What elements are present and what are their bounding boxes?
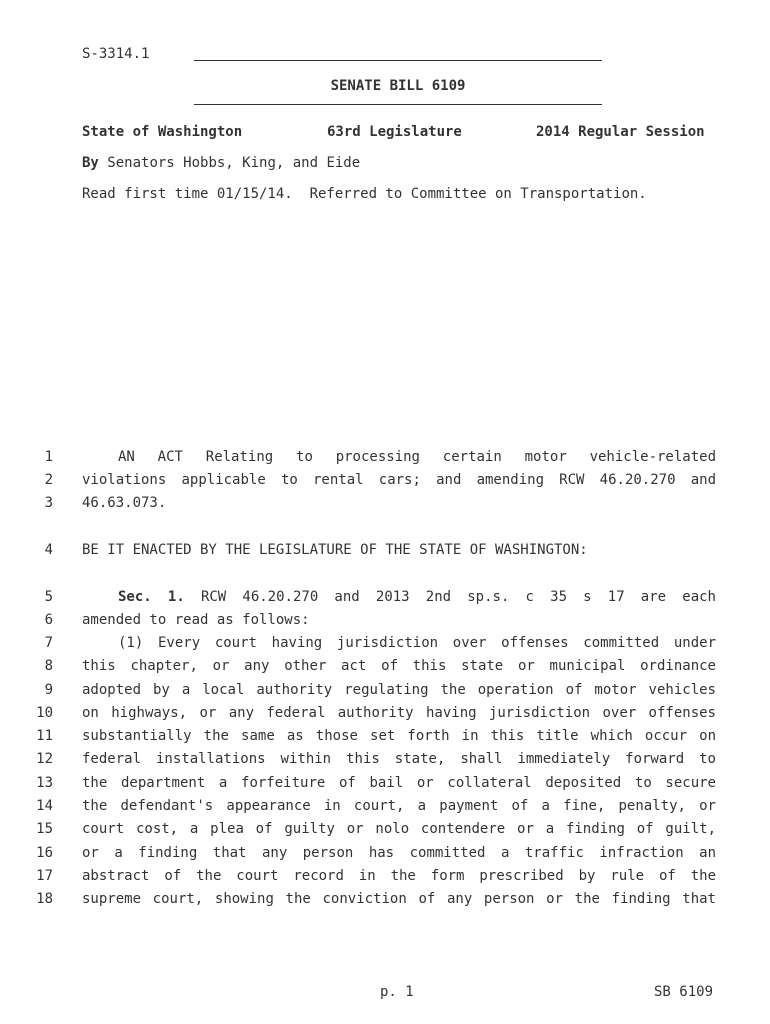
body-line: abstract of the court record in the form prescribed by rule of the xyxy=(82,868,716,884)
sponsors-line xyxy=(82,155,360,171)
legislature: 63rd Legislature xyxy=(327,124,462,140)
line-number: 11 xyxy=(36,728,53,744)
bill-code: S-3314.1 xyxy=(82,46,150,62)
sponsors: Senators Hobbs, King, and Eide xyxy=(107,155,361,171)
body-line: supreme court, showing the conviction of any person or the finding that xyxy=(82,891,716,907)
act-title-line: 46.63.073. xyxy=(82,495,167,511)
line-number: 1 xyxy=(44,449,53,465)
line-number: 16 xyxy=(36,845,53,861)
line-number: 3 xyxy=(44,495,53,511)
line-number: 13 xyxy=(36,775,53,791)
bill-reference: SB 6109 xyxy=(654,984,714,1000)
body-line: (1) Every court having jurisdiction over offenses committed under xyxy=(118,635,716,651)
line-number: 9 xyxy=(44,682,53,698)
line-number: 14 xyxy=(36,798,53,814)
body-line: substantially the same as those set forth in this title which occur on xyxy=(82,728,716,744)
line-number: 17 xyxy=(36,868,53,884)
line-number: 7 xyxy=(44,635,53,651)
session: 2014 Regular Session xyxy=(536,124,705,140)
body-line: the department a forfeiture of bail or collateral deposited to secure xyxy=(82,775,716,791)
body-line: the defendant's appearance in court, a payment of a fine, penalty, or xyxy=(82,798,716,814)
bottom-rule xyxy=(194,104,602,105)
line-number: 2 xyxy=(44,472,53,488)
top-rule xyxy=(194,60,602,61)
line-number: 5 xyxy=(44,589,53,605)
enacting-clause: BE IT ENACTED BY THE LEGISLATURE OF THE STATE OF WASHINGTON: xyxy=(82,542,588,558)
section-label: Sec. 1. xyxy=(118,589,185,605)
line-number: 6 xyxy=(44,612,53,628)
bill-title: SENATE BILL 6109 xyxy=(330,78,466,94)
state-name: State of Washington xyxy=(82,124,243,140)
body-line: federal installations within this state, shall immediately forward to xyxy=(82,751,716,767)
sponsors-by: By xyxy=(82,155,99,171)
line-number: 18 xyxy=(36,891,53,907)
line-number: 4 xyxy=(44,542,53,558)
line-number: 15 xyxy=(36,821,53,837)
act-title-line: violations applicable to rental cars; and amending RCW 46.20.270 and xyxy=(82,472,716,488)
read-first-time: Read first time 01/15/14. Referred to Committee on Transportation. xyxy=(82,186,647,202)
section-heading-line xyxy=(82,589,716,605)
line-number: 12 xyxy=(36,751,53,767)
body-line: this chapter, or any other act of this state or municipal ordinance xyxy=(82,658,716,674)
body-line: court cost, a plea of guilty or nolo contendere or a finding of guilt, xyxy=(82,821,716,837)
act-title-line: AN ACT Relating to processing certain motor vehicle-related xyxy=(118,449,716,465)
body-line: on highways, or any federal authority having jurisdiction over offenses xyxy=(82,705,716,721)
page-number: p. 1 xyxy=(380,984,414,1000)
body-line: adopted by a local authority regulating the operation of motor vehicles xyxy=(82,682,716,698)
body-line: or a finding that any person has committed a traffic infraction an xyxy=(82,845,716,861)
section-text: RCW 46.20.270 and 2013 2nd sp.s. c 35 s 17 are each xyxy=(200,589,716,605)
line-number: 8 xyxy=(44,658,53,674)
line-number: 10 xyxy=(36,705,53,721)
body-line: amended to read as follows: xyxy=(82,612,310,628)
